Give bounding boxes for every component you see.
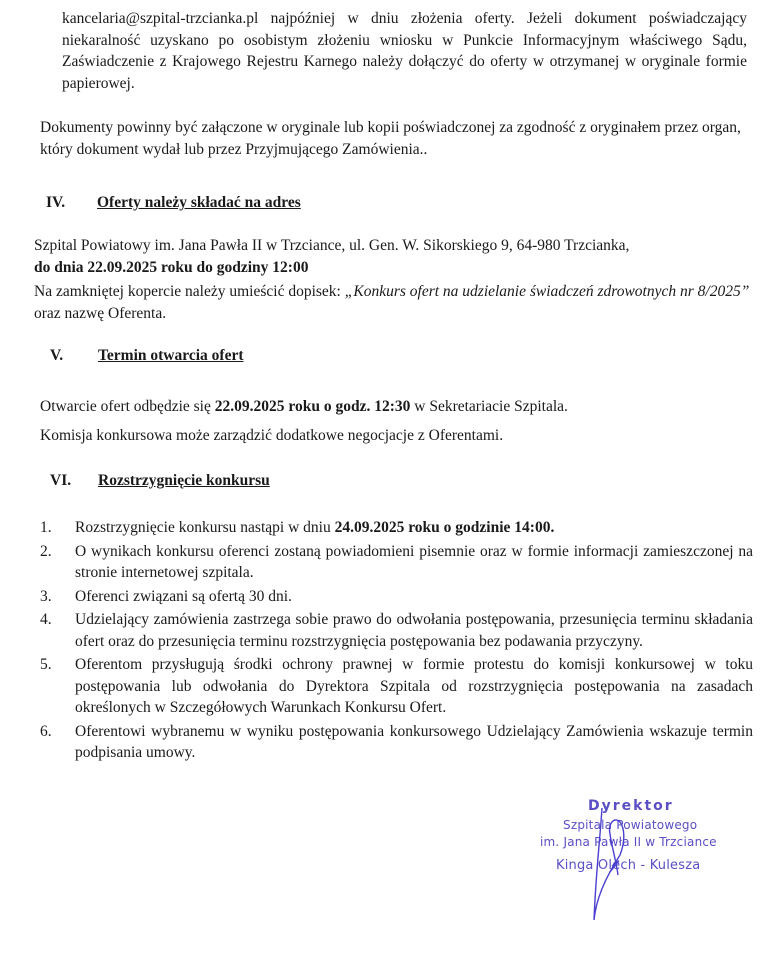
section-v-title: Termin otwarcia ofert <box>98 347 244 364</box>
opening-info <box>40 396 755 418</box>
list-item-number: 1. <box>40 519 52 536</box>
negotiation-text: Komisja konkursowa może zarządzić dodatkowe negocjacje z Oferentami. <box>40 427 504 444</box>
resolution-date: 24.09.2025 roku o godzinie 14:00. <box>334 519 555 536</box>
envelope-note-inscription: „Konkurs ofert na udzielanie świadczeń zdrowotnych nr 8/2025” <box>344 283 750 300</box>
list-item-number: 2. <box>40 542 52 560</box>
intro-paragraph <box>62 8 747 94</box>
list-item-number: 3. <box>40 587 52 605</box>
list-item <box>40 517 753 539</box>
section-vi-heading <box>50 472 450 492</box>
documents-note-text: Dokumenty powinny być załączone w oryginale lub kopii poświadczonej za zgodność z oryginałem przez organ, który dokument wydał lub przez Przyjmującego Zamówienia.. <box>40 119 741 158</box>
list-item <box>40 541 753 584</box>
list-item <box>40 721 753 764</box>
stamp-title: Dyrektor <box>588 798 674 814</box>
resolution-date-pre: Rozstrzygnięcie konkursu nastąpi w dniu <box>75 519 335 536</box>
submission-address <box>34 235 751 278</box>
section-iv-heading <box>46 194 446 214</box>
opening-pre: Otwarcie ofert odbędzie się <box>40 398 215 415</box>
section-vi-number: VI. <box>50 472 72 489</box>
negotiation-note <box>40 425 755 447</box>
address-text: Szpital Powiatowy im. Jana Pawła II w Trzciance, ul. Gen. W. Sikorskiego 9, 64-980 Trzcianka, <box>34 237 630 254</box>
list-item-text: Oferenci związani są ofertą 30 dni. <box>75 587 292 605</box>
list-item-text: Oferentom przysługują środki ochrony prawnej w formie protestu do komisji konkursowej w toku postępowania lub odwołania do Dyrektora Szpitala od rozstrzygnięcia postępowania na zasadach określonych w Szczegółowych Warunkach Konkursu Ofert. <box>75 656 753 716</box>
signature-icon <box>560 800 660 930</box>
stamp-director-name: Kinga Olech - Kulesza <box>556 858 701 873</box>
envelope-note <box>34 281 751 324</box>
section-iv-title: Oferty należy składać na adres <box>97 194 301 211</box>
list-item <box>40 586 753 608</box>
submission-deadline: do dnia 22.09.2025 roku do godziny 12:00 <box>34 258 309 276</box>
documents-note <box>40 117 755 160</box>
resolution-list <box>40 517 753 766</box>
list-item-number: 6. <box>40 722 52 740</box>
stamp-hospital-name: im. Jana Pawła II w Trzciance <box>540 835 717 849</box>
list-item-number: 5. <box>40 656 52 673</box>
list-item-number: 4. <box>40 611 52 628</box>
opening-date: 22.09.2025 roku o godz. 12:30 <box>214 398 411 415</box>
stamp-hospital: Szpitala Powiatowego <box>563 818 698 832</box>
envelope-note-pre: Na zamkniętej kopercie należy umieścić dopisek: <box>34 283 345 300</box>
list-item <box>40 654 753 719</box>
section-vi-title: Rozstrzygnięcie konkursu <box>98 472 270 489</box>
list-item <box>40 609 753 652</box>
opening-post: w Sekretariacie Szpitala. <box>410 398 568 415</box>
section-v-number: V. <box>50 347 64 364</box>
section-v-heading <box>50 347 450 367</box>
list-item-text: Udzielający zamówienia zastrzega sobie prawo do odwołania postępowania, przesunięcia terminu składania ofert oraz do przesunięcia terminu rozstrzygnięcia postępowania bez podawania przyczyny. <box>75 611 753 650</box>
intro-text: kancelaria@szpital-trzcianka.pl najpóźniej w dniu złożenia oferty. Jeżeli dokument poświadczający niekaralność uzyskano po osobistym złożeniu wniosku w Punkcie Informacyjnym właściwego Sądu, Zaświadczenie z Krajowego Rejestru Karnego należy dołączyć do oferty w otrzymanej w oryginale formie papierowej. <box>62 10 747 92</box>
section-iv-number: IV. <box>46 194 66 211</box>
list-item-text: O wynikach konkursu oferenci zostaną powiadomieni pisemnie oraz w formie informacji zamieszczonej na stronie internetowej szpitala. <box>75 542 753 581</box>
envelope-note-post: oraz nazwę Oferenta. <box>34 304 167 322</box>
list-item-text: Oferentowi wybranemu w wyniku postępowania konkursowego Udzielający Zamówienia wskazuje termin podpisania umowy. <box>75 722 753 761</box>
